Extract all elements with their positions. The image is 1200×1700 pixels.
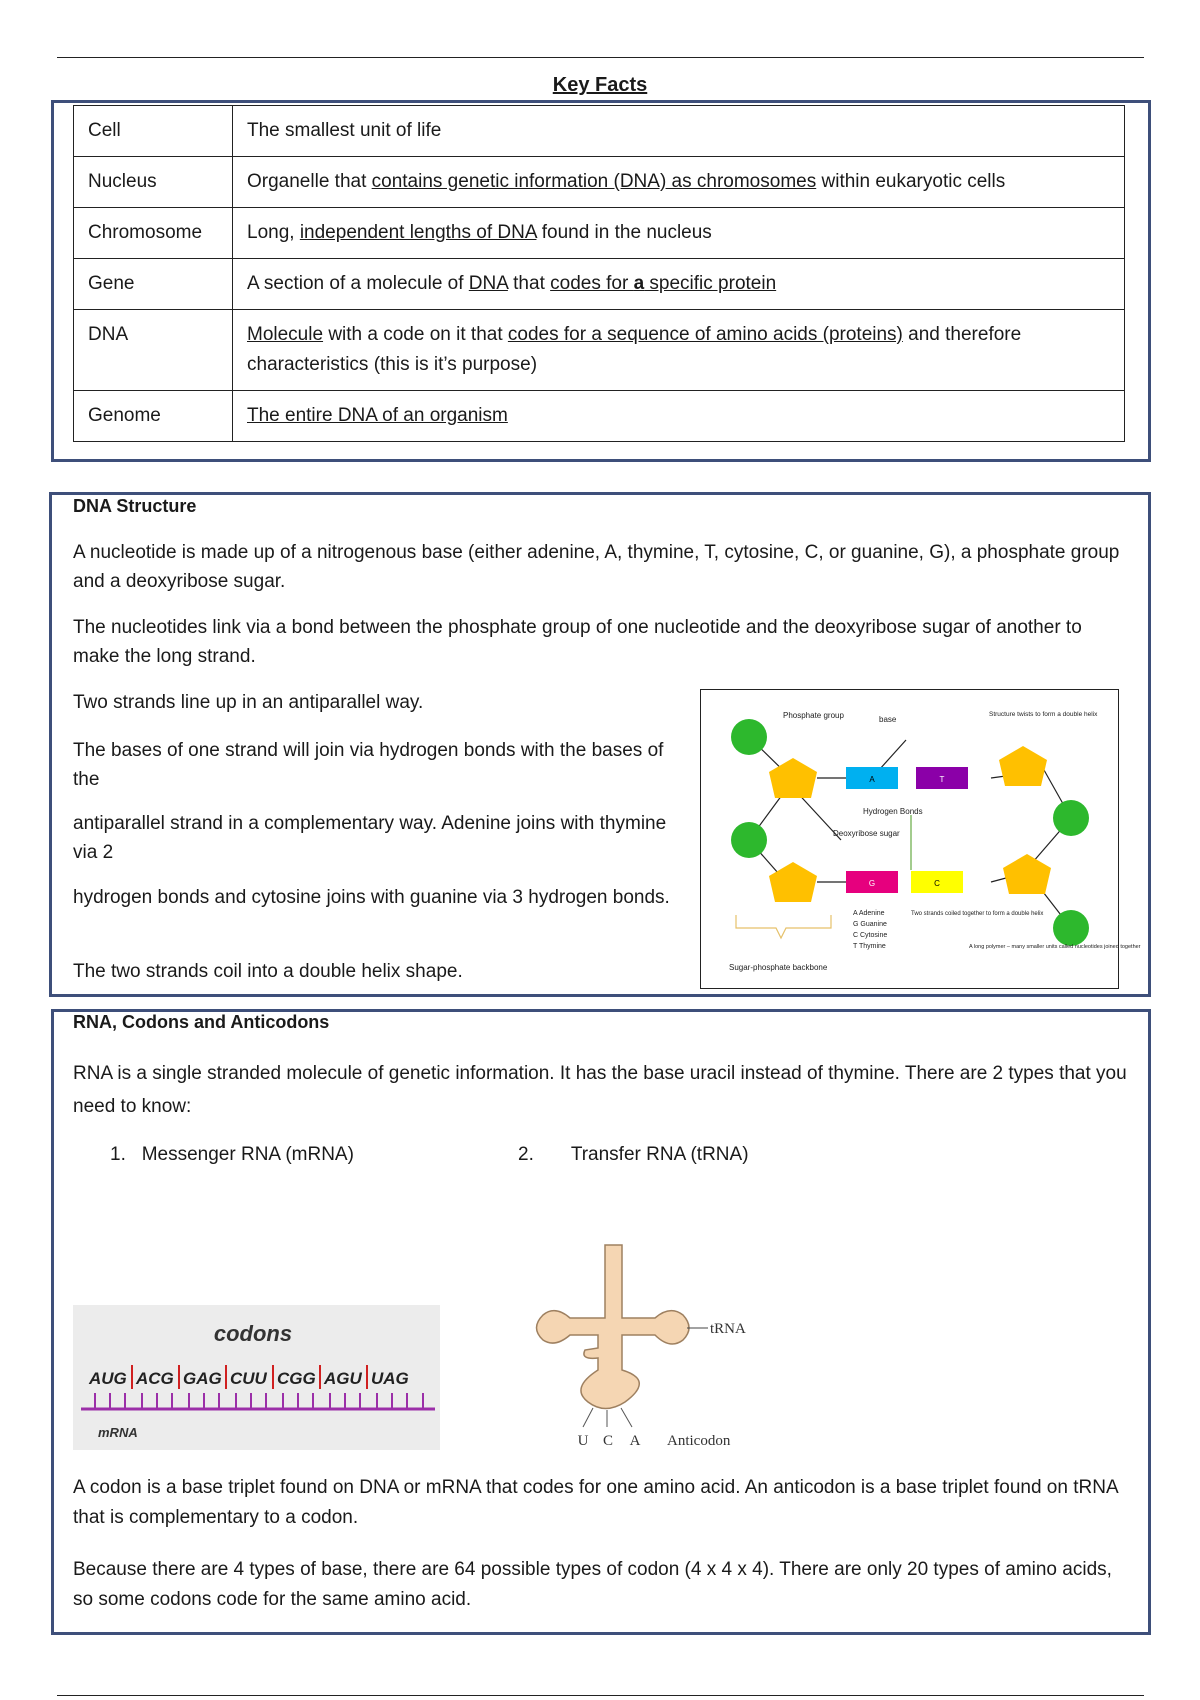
codons-title: codons <box>213 1321 293 1346</box>
definition-cell <box>233 391 1125 442</box>
term-cell: Nucleus <box>74 157 233 208</box>
base-a-letter: A <box>869 775 875 784</box>
table-row <box>74 106 1125 157</box>
definition-keyword: independent lengths of DNA <box>299 222 537 243</box>
codon-triplet: GAG <box>183 1369 222 1388</box>
rna-list-item-1 <box>110 1140 354 1169</box>
list-number: 1. <box>110 1144 126 1165</box>
definition-keyword: codes for a sequence of amino acids (proteins) <box>507 324 903 345</box>
definition-text: found in the nucleus <box>536 222 712 243</box>
table-row <box>74 208 1125 259</box>
definition-cell <box>233 208 1125 259</box>
definition-text: that <box>507 273 551 294</box>
anticodon-base: C <box>602 1433 614 1449</box>
base-label: base <box>879 715 897 724</box>
key-line: A Adenine <box>853 910 885 917</box>
definition-text: Long, <box>247 222 300 243</box>
codon-triplet: ACG <box>136 1369 174 1388</box>
backbone-label: Sugar-phosphate backbone <box>729 963 828 972</box>
codon-triplet: AGU <box>324 1369 362 1388</box>
rna-list-item-2 <box>518 1140 749 1169</box>
dna-paragraph-3: Two strands line up in an antiparallel way. <box>73 692 424 713</box>
trna-shape <box>537 1245 690 1409</box>
definition-text: Organelle that <box>247 171 372 192</box>
definition-cell <box>233 106 1125 157</box>
sugar-pentagon <box>1003 854 1051 894</box>
term-cell: Cell <box>74 106 233 157</box>
list-label: Messenger RNA (mRNA) <box>141 1144 354 1165</box>
definition-keyword: The entire DNA of an organism <box>247 405 508 426</box>
twist-label: Structure twists to form a double helix <box>989 711 1098 718</box>
key-facts-table <box>73 105 1125 442</box>
sugar-pentagon <box>999 746 1047 786</box>
dna-paragraph-1: A nucleotide is made up of a nitrogenous base (either adenine, A, thymine, T, cytosine, C, or guanine, G), a phosphate group and a deoxyribose sugar. <box>73 542 1120 592</box>
key-facts-title: Key Facts <box>552 74 648 96</box>
phosphate-circle <box>731 719 767 755</box>
definition-keyword: codes for <box>550 273 634 294</box>
definition-text: The smallest unit of life <box>247 120 442 141</box>
polymer-label: A long polymer – many smaller units called nucleotides joined together <box>969 944 1141 950</box>
rna-paragraph-3: Because there are 4 types of base, there are 64 possible types of codon (4 x 4 x 4). There are only 20 types of amino acids, so some codons code for the same amino acid. <box>73 1559 1112 1610</box>
key-line: G Guanine <box>853 921 887 928</box>
mrna-label: mRNA <box>98 1425 138 1440</box>
definition-keyword: contains genetic information (DNA) as chromosomes <box>371 171 817 192</box>
list-number: 2. <box>518 1144 534 1165</box>
table-row <box>74 157 1125 208</box>
rna-paragraph-1: RNA is a single stranded molecule of genetic information. It has the base uracil instead of thymine. There are 2 types that you need to know: <box>73 1063 1127 1117</box>
base-c-letter: C <box>934 879 940 888</box>
codon-triplet: AUG <box>89 1369 127 1388</box>
definition-cell <box>233 310 1125 391</box>
dna-paragraph-4: The bases of one strand will join via hydrogen bonds with the bases of the <box>73 740 664 790</box>
dna-structure-heading: DNA Structure <box>73 496 197 516</box>
key-line: C Cytosine <box>853 932 888 939</box>
table-row <box>74 391 1125 442</box>
coiled-label: Two strands coiled together to form a double helix <box>911 911 1044 917</box>
trna-figure <box>515 1240 785 1450</box>
anticodon-base: U <box>577 1433 589 1449</box>
definition-text: with a code on it that <box>323 324 508 345</box>
dna-structure-figure <box>700 689 1141 989</box>
top-rule <box>57 57 1144 58</box>
list-label: Transfer RNA (tRNA) <box>570 1144 749 1165</box>
definition-text: and therefore characteristics (this is it’s purpose) <box>247 324 1022 375</box>
phosphate-label: Phosphate group <box>783 711 844 720</box>
sugar-pentagon <box>769 862 817 902</box>
phosphate-circle <box>1053 910 1089 946</box>
definition-text: within eukaryotic cells <box>816 171 1006 192</box>
dna-paragraph-7: The two strands coil into a double helix shape. <box>73 961 463 982</box>
rna-heading: RNA, Codons and Anticodons <box>73 1012 330 1032</box>
definition-keyword: a <box>633 273 645 294</box>
anticodon-label: Anticodon <box>667 1433 731 1449</box>
codon-triplet: UAG <box>371 1369 409 1388</box>
definition-text: A section of a molecule of <box>247 273 469 294</box>
hbond-label: Hydrogen Bonds <box>863 807 923 816</box>
codon-triplet: CGG <box>277 1369 316 1388</box>
phosphate-circle <box>731 822 767 858</box>
anticodon-base: A <box>629 1433 641 1449</box>
phosphate-circle <box>1053 800 1089 836</box>
term-cell: Chromosome <box>74 208 233 259</box>
term-cell: Genome <box>74 391 233 442</box>
base-t-letter: T <box>939 775 945 784</box>
bottom-rule <box>57 1695 1144 1696</box>
trna-label: tRNA <box>710 1321 746 1337</box>
dna-paragraph-6: hydrogen bonds and cytosine joins with guanine via 3 hydrogen bonds. <box>73 887 670 908</box>
trna-diagram-svg <box>515 1240 785 1450</box>
definition-keyword: DNA <box>468 273 508 294</box>
term-cell: DNA <box>74 310 233 391</box>
dna-paragraph-5: antiparallel strand in a complementary way. Adenine joins with thymine via 2 <box>73 813 667 863</box>
codon-figure <box>73 1305 440 1450</box>
dna-paragraph-2: The nucleotides link via a bond between the phosphate group of one nucleotide and the deoxyribose sugar of another to make the long strand. <box>73 617 1082 667</box>
key-line: T Thymine <box>853 943 886 950</box>
codon-diagram-svg <box>73 1305 440 1450</box>
definition-cell <box>233 157 1125 208</box>
definition-cell <box>233 259 1125 310</box>
table-row <box>74 310 1125 391</box>
base-g-letter: G <box>868 879 876 888</box>
term-cell: Gene <box>74 259 233 310</box>
definition-keyword: specific protein <box>644 273 777 294</box>
codon-triplet: CUU <box>230 1369 267 1388</box>
rna-paragraph-2: A codon is a base triplet found on DNA or mRNA that codes for one amino acid. An anticodon is a base triplet found on tRNA that is complementary to a codon. <box>73 1477 1118 1528</box>
definition-keyword: Molecule <box>247 324 324 345</box>
sugar-label: Deoxyribose sugar <box>833 829 900 838</box>
table-row <box>74 259 1125 310</box>
dna-diagram-svg <box>701 690 1141 988</box>
